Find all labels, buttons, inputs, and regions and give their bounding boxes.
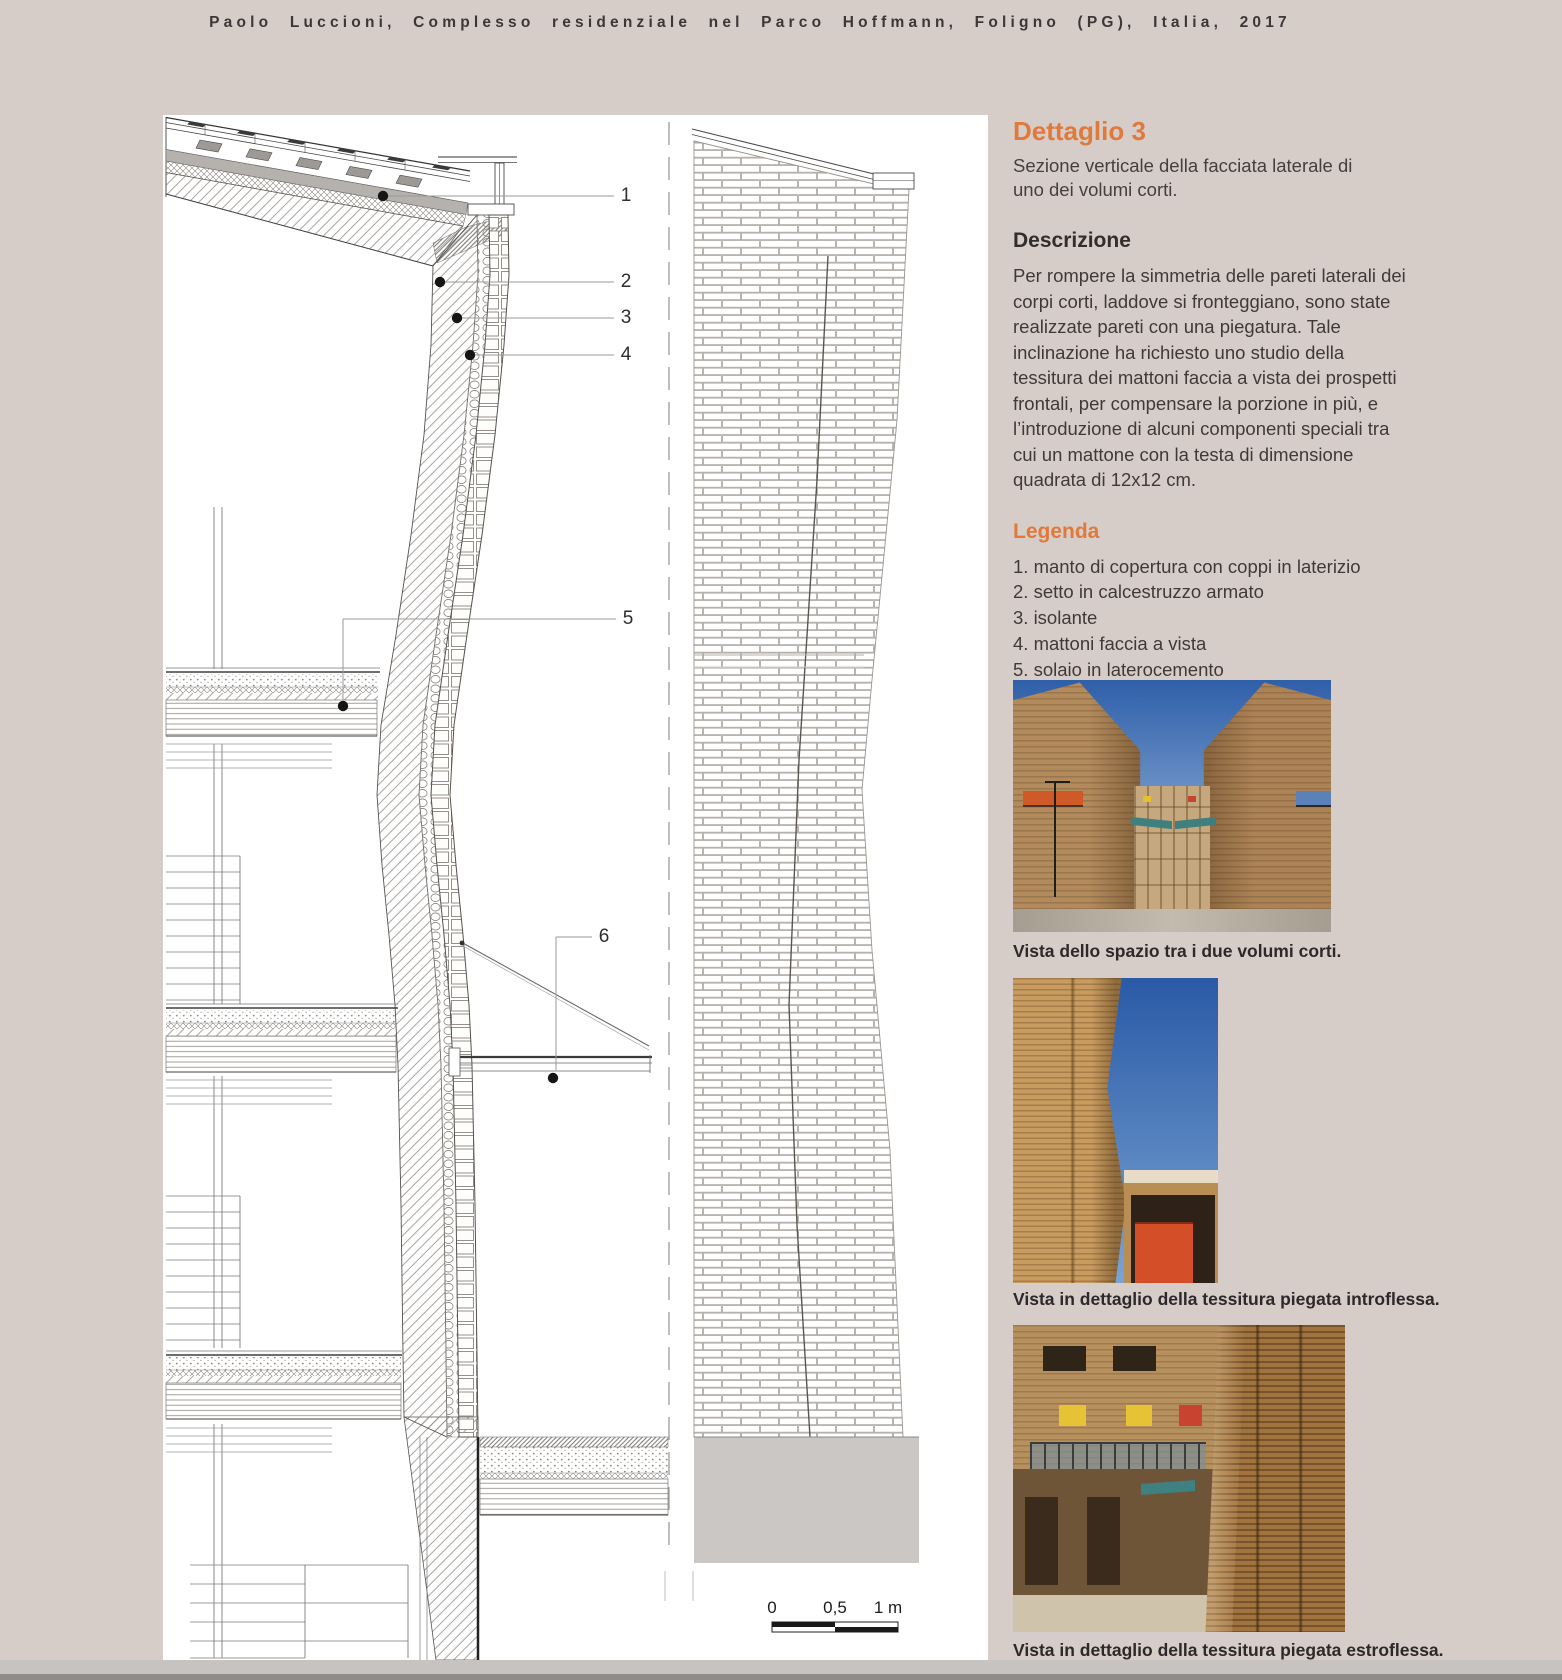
lamp-post <box>1054 781 1056 897</box>
opening-2 <box>1087 1497 1120 1585</box>
balcony-orange <box>1023 791 1083 807</box>
ground-block <box>694 1437 919 1563</box>
page-title: Paolo Luccioni, Complesso residenziale nel Parco Hoffmann, Foligno (PG), Italia, 2017 <box>209 14 1291 31</box>
description-heading: Descrizione <box>1013 229 1131 253</box>
opening-1 <box>1025 1497 1058 1585</box>
callout-2: 2 <box>620 271 632 292</box>
legend-heading: Legenda <box>1013 519 1100 543</box>
building-fragment <box>1124 1170 1218 1283</box>
window-slit-1 <box>1043 1346 1086 1371</box>
callout-3: 3 <box>620 307 632 328</box>
caption-2: Vista in dettaglio della tessitura piegata introflessa. <box>1013 1289 1440 1309</box>
caption-3: Vista in dettaglio della tessitura piegata estroflessa. <box>1013 1640 1444 1660</box>
photo-estroflessa <box>1013 1325 1345 1632</box>
awning <box>1141 1480 1195 1495</box>
scale-bar <box>772 1622 898 1632</box>
section-drawing-svg <box>163 115 988 1660</box>
center-building <box>1134 786 1210 912</box>
info-column <box>1013 116 1413 708</box>
lamp-arm <box>1045 781 1070 783</box>
color-panel-red <box>1188 796 1196 802</box>
panel-red <box>1179 1405 1202 1426</box>
legend-item-5: 5. solaio in laterocemento <box>1013 658 1224 680</box>
callout-4: 4 <box>620 344 632 365</box>
ground <box>1013 1595 1212 1632</box>
photo-courtyard <box>1013 680 1331 932</box>
balcony-glass <box>1030 1442 1206 1472</box>
scale-label-1m: 1 m <box>873 1598 903 1617</box>
photo-introflessa <box>1013 978 1218 1283</box>
legend-item-4: 4. mattoni faccia a vista <box>1013 632 1207 654</box>
pavement <box>1013 909 1331 932</box>
legend-item-3: 3. isolante <box>1013 607 1098 629</box>
callout-6: 6 <box>598 926 610 947</box>
ground-floor-shade <box>1013 1469 1219 1595</box>
scale-label-05: 0,5 <box>823 1598 847 1617</box>
color-panel-yellow <box>1143 796 1151 802</box>
legend-item-1: 1. manto di copertura con coppi in laterizio <box>1013 555 1361 577</box>
footer-band-dark <box>0 1674 1562 1680</box>
detail-title: Dettaglio 3 <box>1013 116 1146 146</box>
scale-label-0: 0 <box>767 1598 777 1617</box>
louvers <box>166 744 332 1452</box>
brick-elevation <box>692 129 919 1563</box>
floor-slab-1 <box>166 668 380 736</box>
soffit <box>1124 1170 1218 1182</box>
detail-subtitle: Sezione verticale della facciata laterale di uno dei volumi corti. <box>1013 155 1353 201</box>
window-slit-2 <box>1113 1346 1156 1371</box>
panel-yellow-2 <box>1126 1405 1153 1426</box>
stairs <box>166 856 408 1658</box>
description-text: Per rompere la simmetria delle pareti laterali dei corpi corti, laddove si fronteggiano, sono state realizzate pareti con una piegatura. Tale inclinazione ha richiesto uno studio della tessitura dei mattoni faccia a vista dei prospetti frontali, per compensare la porzione in più, e l’introduzione di alcuni componenti speciali tra cui un mattone con la testa di dimensione quadrata di 12x12 cm. <box>1013 265 1406 491</box>
balcony-blue <box>1296 791 1331 807</box>
callout-5: 5 <box>622 608 634 629</box>
floor-slab-3 <box>166 1351 402 1419</box>
ground-slab <box>480 1437 668 1515</box>
callout-1: 1 <box>620 185 632 206</box>
red-balustrade <box>1135 1222 1193 1283</box>
legend-item-2: 2. setto in calcestruzzo armato <box>1013 581 1264 603</box>
panel-yellow-1 <box>1059 1405 1086 1426</box>
caption-1: Vista dello spazio tra i due volumi corti. <box>1013 941 1342 961</box>
floor-slab-2 <box>166 1004 398 1072</box>
canopy <box>449 941 652 1076</box>
footer-band-light <box>0 1660 1562 1674</box>
